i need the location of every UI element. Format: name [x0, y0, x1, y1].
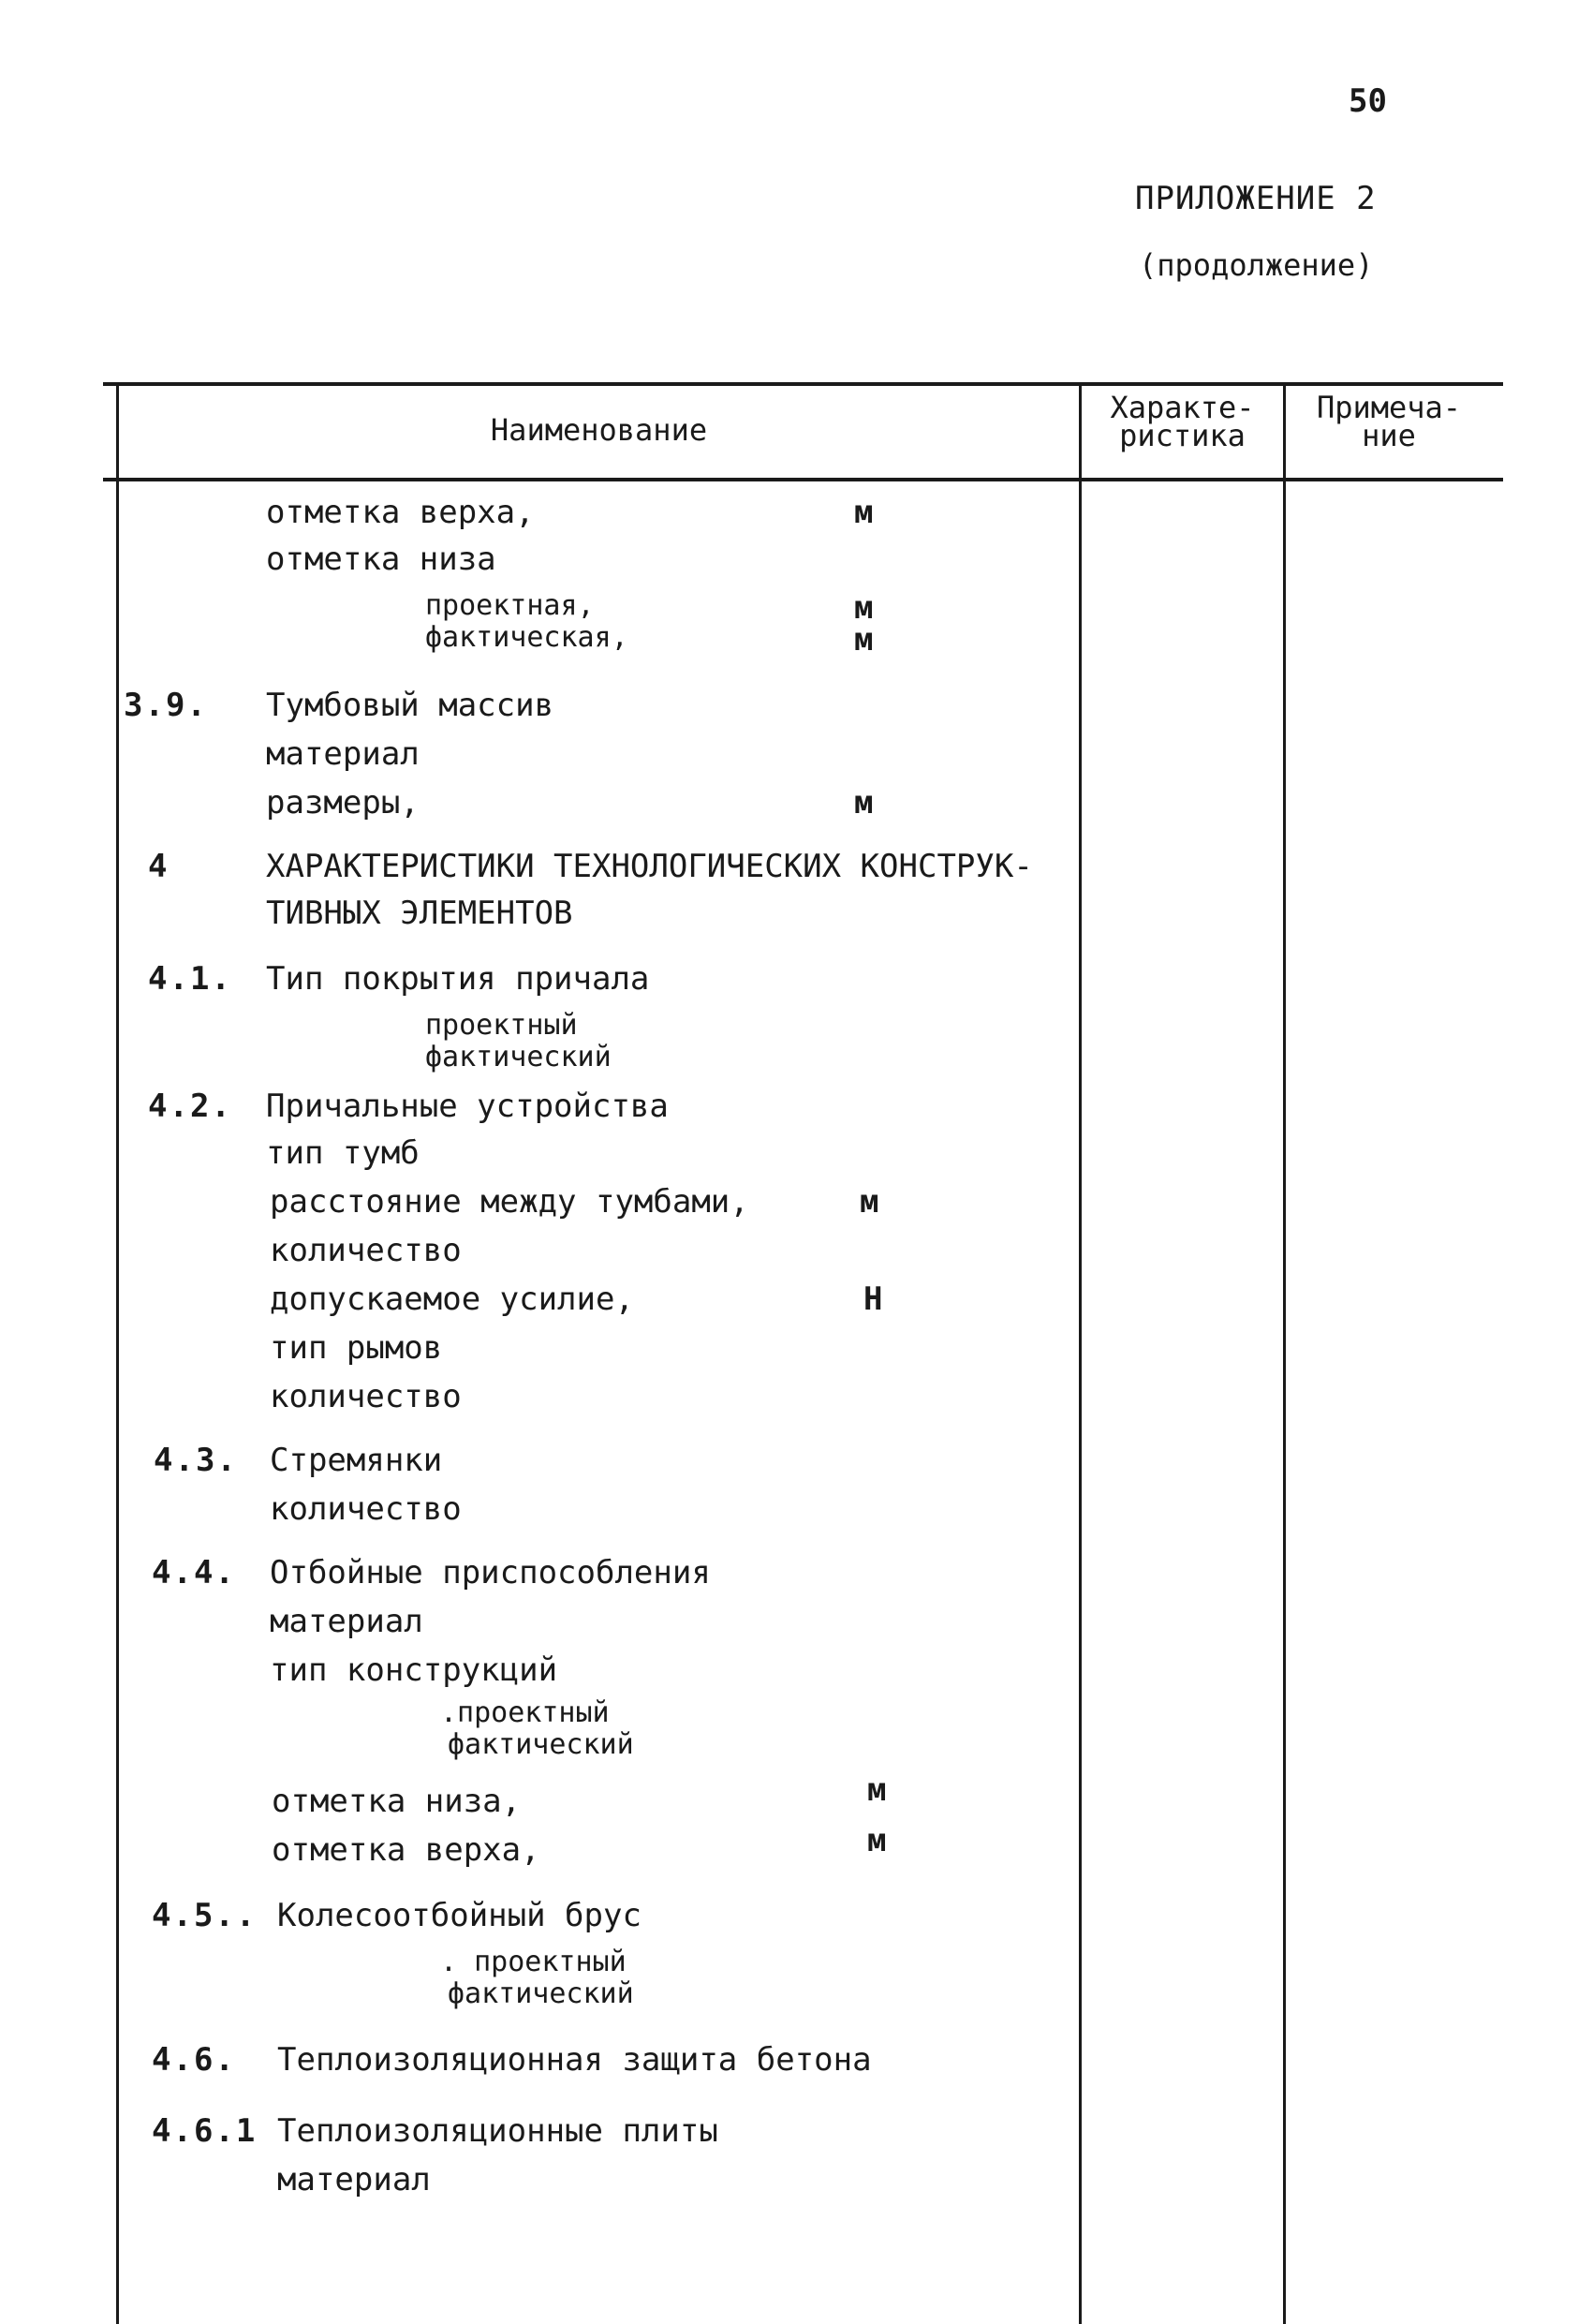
row-unit: м	[854, 494, 874, 531]
row-number: 4.1.	[148, 960, 232, 998]
header-note-line1: Примеча-	[1316, 390, 1462, 425]
row-unit: м	[867, 1771, 887, 1809]
row-unit: м	[867, 1822, 887, 1859]
row-text: проектный	[425, 1009, 578, 1042]
row-text: проектная,	[425, 589, 595, 622]
row-text: материал	[277, 2161, 431, 2198]
row-text: расстояние между тумбами,	[270, 1183, 749, 1221]
row-text: отметка верха,	[266, 494, 535, 531]
row-unit: м	[854, 784, 874, 822]
row-text: тип рымов	[270, 1329, 443, 1367]
row-text: Отбойные приспособления	[270, 1554, 711, 1591]
table-header-rule	[103, 478, 1503, 481]
row-text: материал	[270, 1603, 423, 1640]
appendix-title: ПРИЛОЖЕНИЕ 2	[1135, 180, 1377, 217]
row-text: материал	[266, 735, 420, 773]
row-text: . проектный	[440, 1946, 627, 1978]
row-text: количество	[270, 1378, 462, 1415]
row-text: фактический	[448, 1977, 634, 2010]
header-note-line2: ние	[1362, 418, 1416, 453]
row-text: Стремянки	[270, 1442, 443, 1479]
header-characteristic	[1082, 390, 1283, 453]
row-text: отметка верха,	[272, 1831, 540, 1869]
row-text: Тумбовый массив	[266, 687, 554, 724]
appendix-subtitle: (продолжение)	[1139, 247, 1374, 283]
table-top-rule	[103, 382, 1503, 386]
header-characteristic-line1: Характе-	[1110, 390, 1255, 425]
row-number: 4.4.	[152, 1554, 236, 1591]
row-text: размеры,	[266, 784, 420, 822]
row-text: количество	[270, 1490, 462, 1528]
row-text: Теплоизоляционные плиты	[277, 2112, 718, 2150]
row-number: 4.2.	[148, 1088, 232, 1125]
row-text: Тип покрытия причала	[266, 960, 650, 998]
row-number: 4.6.	[152, 2041, 236, 2079]
table-col-rule-2	[1283, 382, 1286, 2324]
row-number: 4	[148, 848, 170, 885]
row-text: ТИВНЫХ ЭЛЕМЕНТОВ	[266, 895, 573, 932]
row-unit: м	[854, 589, 874, 627]
row-text: .проектный	[440, 1696, 610, 1729]
row-text: тип тумб	[266, 1134, 420, 1172]
row-unit: м	[860, 1183, 879, 1221]
row-number: 4.3.	[154, 1442, 238, 1479]
row-text: отметка низа,	[272, 1783, 522, 1820]
header-name: Наименование	[490, 412, 708, 448]
row-number: 3.9.	[124, 687, 208, 724]
row-text: Колесоотбойный брус	[277, 1897, 642, 1934]
row-text: допускаемое усилие,	[270, 1280, 634, 1318]
header-characteristic-line2: ристика	[1119, 418, 1246, 453]
row-text: фактическая,	[425, 621, 628, 654]
row-unit: м	[854, 621, 874, 659]
row-text: фактический	[448, 1728, 634, 1761]
row-text: количество	[270, 1232, 462, 1269]
row-text: отметка низа	[266, 540, 496, 578]
row-text: Теплоизоляционная защита бетона	[277, 2041, 872, 2079]
table-col-rule-1	[1079, 382, 1082, 2324]
row-unit: Н	[863, 1280, 883, 1318]
row-number: 4.5..	[152, 1897, 258, 1934]
row-number: 4.6.1	[152, 2112, 258, 2150]
row-text: тип конструкций	[270, 1651, 558, 1689]
row-text: ХАРАКТЕРИСТИКИ ТЕХНОЛОГИЧЕСКИХ КОНСТРУК-	[266, 848, 1033, 885]
row-text: Причальные устройства	[266, 1088, 669, 1125]
page-number: 50	[1349, 82, 1387, 120]
table-left-rule	[116, 382, 119, 2324]
row-text: фактический	[425, 1041, 612, 1073]
header-note	[1286, 390, 1492, 453]
